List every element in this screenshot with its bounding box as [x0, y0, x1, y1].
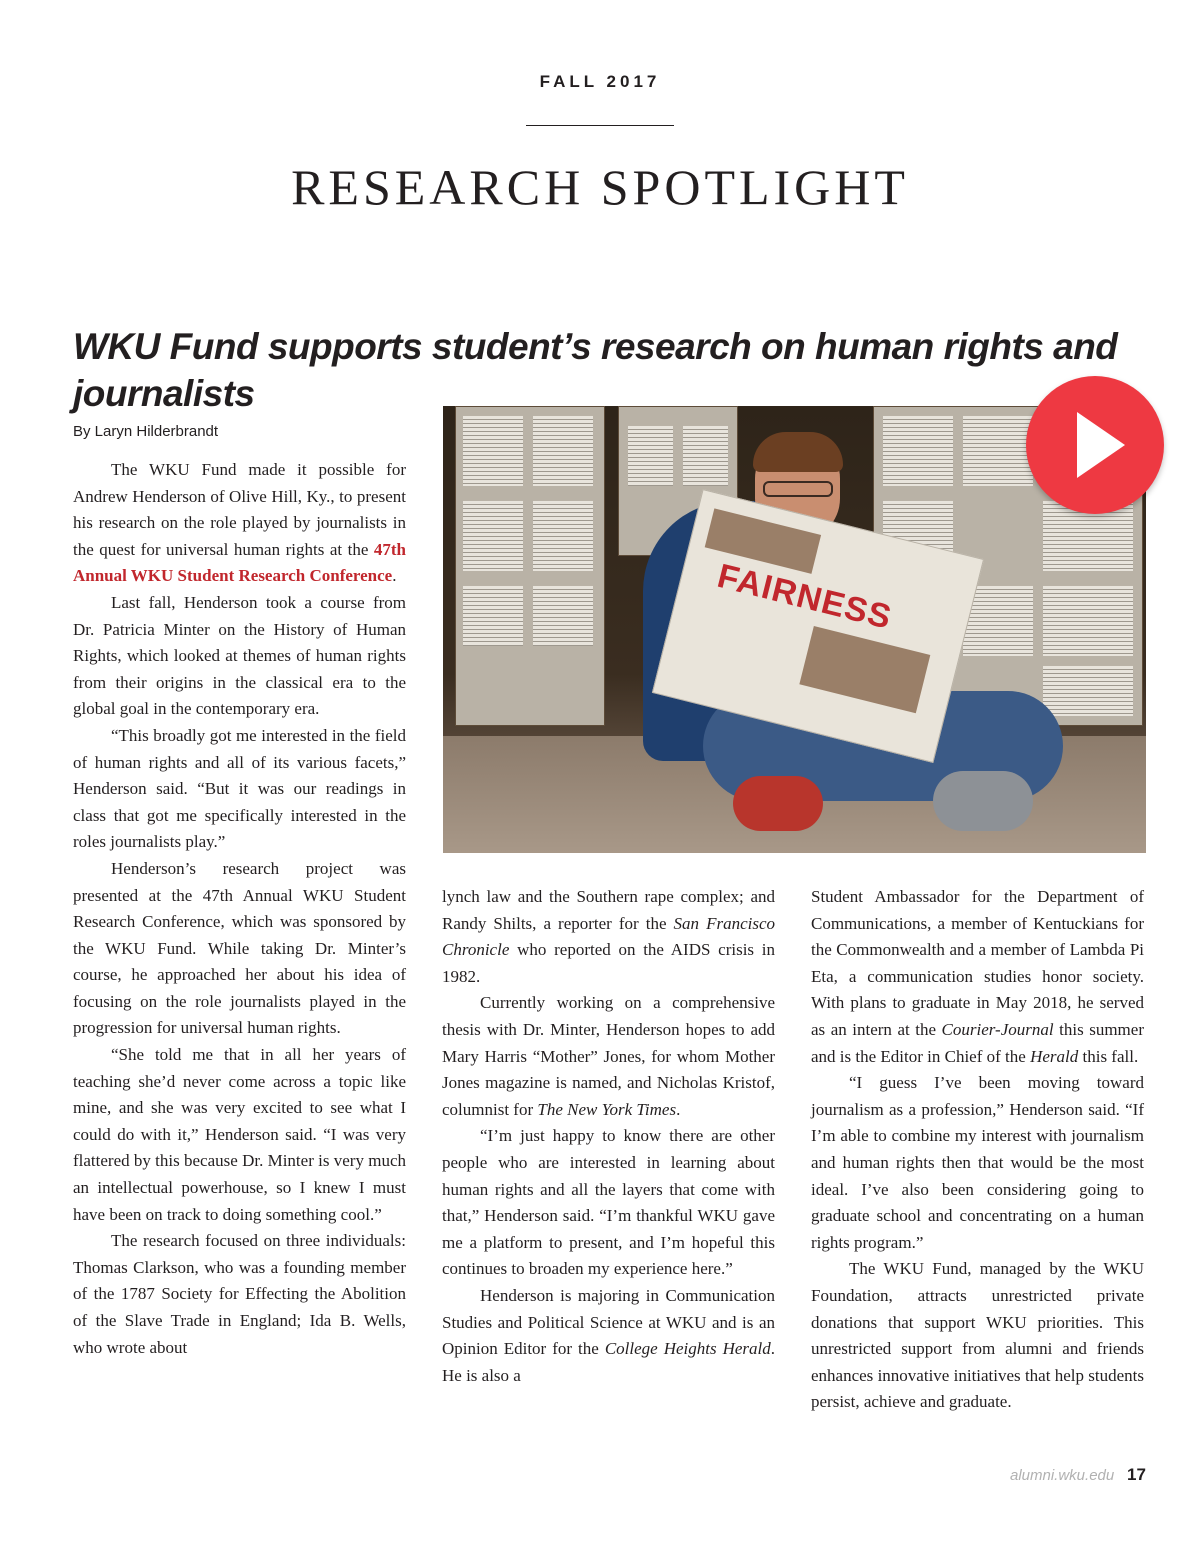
newspaper-stack — [1043, 586, 1133, 656]
paragraph: “I guess I’ve been moving toward journalism as a profession,” Henderson said. “If I’m able to combine my interest with journalism and human rights then that would be the most ideal. I’ve also been considering going to graduate school and concentrating on a human rights program.” — [811, 1073, 1144, 1252]
red-shoe — [733, 776, 823, 831]
paragraph-text: Henderson is majoring in Communication Studies and Political Science at WKU and is an Opinion Editor for the — [442, 1285, 775, 1359]
newspaper-stack — [963, 416, 1033, 486]
newspaper-photo — [799, 626, 930, 713]
article-headline: WKU Fund supports student’s research on human rights and journalists — [73, 326, 1118, 414]
newspaper-stack — [1043, 666, 1133, 716]
video-play-button[interactable] — [1026, 376, 1164, 514]
newspaper-stack — [883, 416, 953, 486]
newspaper-stack — [463, 501, 523, 571]
publication-name: The New York Times — [537, 1099, 677, 1119]
publication-name: Courier-Journal — [941, 1019, 1054, 1039]
header-divider — [526, 125, 674, 126]
paragraph-text: Currently working on a comprehensive thesis with Dr. Minter, Henderson hopes to add Mary Harris “Mother” Jones, for whom Mother Jones magazine is named, and Nicholas Kristof, columnist for — [442, 993, 775, 1119]
paragraph — [442, 990, 775, 1123]
paragraph-text: The WKU Fund made it possible for Andrew Henderson of Olive Hill, Ky., to present his research on the role played by journalists in the quest for universal human rights at the — [73, 460, 406, 559]
newspaper-stack — [683, 426, 728, 486]
newspaper-stack — [533, 586, 593, 646]
footer-url[interactable]: alumni.wku.edu — [1010, 1467, 1115, 1484]
paragraph-text: Student Ambassador for the Department of Communications, a member of Kentuckians for the Commonwealth and a member of Lambda Pi Eta, a communication studies honor society. With plans to graduate in May 2018, he served as an intern at the — [811, 887, 1144, 1039]
paragraph — [811, 884, 1144, 1070]
newspaper-headline: FAIRNESS — [713, 556, 896, 637]
student-hair — [753, 432, 843, 472]
article-column-3 — [811, 884, 1144, 1416]
article-column-2 — [442, 884, 775, 1389]
gray-shoe — [933, 771, 1033, 831]
paragraph: “She told me that in all her years of teaching she’d never come across a topic like mine, and she was very excited to see what I could do with it,” Henderson said. “I was very flattered by this because Dr. Minter is very much an intellectual powerhouse, so I knew I must have been on track to doing something cool.” — [73, 1045, 406, 1224]
paragraph-text: who reported on the AIDS crisis in 1982. — [442, 940, 775, 986]
paragraph: Henderson’s research project was presented at the 47th Annual WKU Student Research Conference, which was sponsored by the WKU Fund. While taking Dr. Minter’s course, he approached her about his idea of focusing on the role journalists played in the progression for universal human rights. — [73, 858, 406, 1038]
conference-link[interactable]: 47th Annual WKU Student Research Conference — [73, 539, 406, 586]
play-icon — [1077, 412, 1125, 478]
paragraph — [442, 1283, 775, 1389]
issue-label: FALL 2017 — [539, 72, 661, 91]
publication-name: Herald — [1030, 1046, 1079, 1066]
section-title: RESEARCH SPOTLIGHT — [291, 159, 909, 215]
paragraph: Last fall, Henderson took a course from Dr. Patricia Minter on the History of Human Rights, which looked at themes of human rights from their origins in the classical era to the global goal in the contemporary era. — [73, 592, 406, 719]
article-byline: By Laryn Hilderbrandt — [73, 423, 219, 440]
paragraph-text: . He is also a — [442, 1339, 776, 1385]
page-number: 17 — [1127, 1465, 1146, 1484]
newspaper-stack — [463, 416, 523, 486]
newspaper-stack — [533, 501, 593, 571]
paragraph-text: lynch law and the Southern rape complex; and Randy Shilts, a reporter for the — [442, 887, 775, 933]
newspaper-stack — [628, 426, 673, 486]
publication-name: College Heights Herald — [604, 1339, 771, 1359]
newspaper-stack — [463, 586, 523, 646]
paragraph-text: this summer and is the Editor in Chief of the — [811, 1019, 1144, 1066]
newspaper-stack — [533, 416, 593, 486]
glasses — [763, 481, 833, 497]
paragraph-text: . — [676, 1099, 681, 1119]
paragraph: “I’m just happy to know there are other people who are interested in learning about human rights and all the layers that come with that,” Henderson said. “I’m thankful WKU gave me a platform to present, and I’m hopeful this continues to broaden my experience here.” — [442, 1126, 775, 1279]
paragraph — [73, 457, 406, 590]
paragraph-text: this fall. — [1078, 1046, 1139, 1066]
publication-name: San Francisco Chronicle — [442, 913, 775, 960]
article-column-1 — [73, 457, 406, 1361]
paragraph: The WKU Fund, managed by the WKU Foundation, attracts unrestricted private donations that support WKU priorities. This unrestricted support from alumni and friends enhances innovative initiatives that help students persist, achieve and graduate. — [811, 1259, 1144, 1412]
paragraph: The research focused on three individuals: Thomas Clarkson, who was a founding member of the 1787 Society for Effecting the Abolition of the Slave Trade in England; Ida B. Wells, who wrote about — [73, 1231, 406, 1357]
paragraph — [442, 884, 775, 990]
paragraph: “This broadly got me interested in the field of human rights and all of its various facets,” Henderson said. “But it was our readings in class that got me specifically interested in the roles journalists play.” — [73, 725, 406, 852]
paragraph-text: . — [392, 566, 397, 586]
